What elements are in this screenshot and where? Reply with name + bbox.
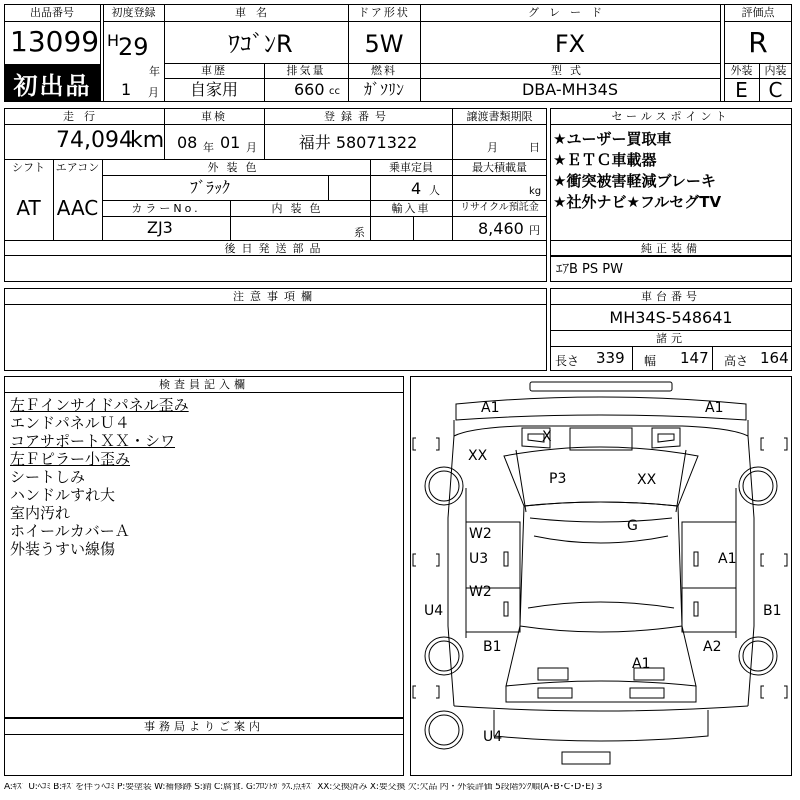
import-label: 輸入車 <box>391 202 431 215</box>
car-name-label: 車名 <box>235 6 277 19</box>
interior-color-unit: 系 <box>354 226 365 239</box>
damage-mark: W2 <box>469 584 492 600</box>
inspector-notes <box>10 396 400 558</box>
mileage: 74,094 <box>56 128 133 153</box>
length: 339 <box>596 349 625 367</box>
caution-label: 注意事項欄 <box>233 290 318 303</box>
damage-mark: A1 <box>481 400 500 416</box>
color-no-label: カラーNo. <box>131 202 201 215</box>
transfer-label: 譲渡書類期限 <box>466 110 533 123</box>
history: 自家用 <box>189 80 238 99</box>
inspection-label: 車検 <box>201 110 227 123</box>
displacement: 660 <box>294 80 325 99</box>
door-label: ドア形状 <box>358 6 410 19</box>
score: R <box>748 26 768 59</box>
width: 147 <box>680 349 709 367</box>
damage-mark: XX <box>637 472 657 488</box>
sales-point: ★ユーザー買取車 <box>553 130 672 148</box>
damage-mark: W2 <box>469 526 492 542</box>
inspector-note: 左Ｆピラー小歪み <box>10 450 131 468</box>
damage-mark: X <box>542 429 552 445</box>
registration-label: 初度登録 <box>111 6 156 19</box>
fuel-label: 燃料 <box>371 64 397 77</box>
plate-label: 登録番号 <box>324 110 392 123</box>
air-conditioner: AAC <box>56 196 99 220</box>
recycle-label: リサイクル預託金 <box>460 202 539 213</box>
lot-no: 13099 <box>10 25 100 58</box>
recycle-fee: 8,460 <box>478 219 524 238</box>
length-label: 長さ <box>555 354 580 368</box>
model-label: 型式 <box>551 64 589 77</box>
inspector-note: コアサポートＸＸ・シワ <box>10 432 176 450</box>
lot-no-label: 出品番号 <box>30 6 74 19</box>
inspector-note: ハンドルすれ大 <box>10 486 116 504</box>
displacement-label: 排気量 <box>286 64 326 77</box>
exterior-grade: E <box>735 78 748 102</box>
mileage-unit: km <box>130 128 165 153</box>
equipment-list: ｴｱB PS PW <box>556 262 623 277</box>
score-label: 評価点 <box>741 6 775 19</box>
fuel: ｶﾞｿﾘﾝ <box>363 80 404 99</box>
inspector-note: エンドパネルＵ４ <box>10 414 130 432</box>
sales-points-list <box>553 129 789 213</box>
mileage-label: 走行 <box>63 110 105 123</box>
car-name: ﾜｺﾞﾝR <box>228 30 293 58</box>
load-unit: kg <box>529 186 542 197</box>
sales-point: ★衝突被害軽減ブレーキ <box>553 172 716 190</box>
load-label: 最大積載量 <box>472 161 527 174</box>
car-outline <box>410 376 792 776</box>
damage-mark: XX <box>468 448 488 464</box>
damage-mark: U4 <box>483 729 503 745</box>
chassis-label: 車台番号 <box>641 290 701 303</box>
registration-year: 29 <box>118 33 149 61</box>
ac-label: エアコン <box>55 161 100 174</box>
year-unit: 年 <box>149 65 160 78</box>
damage-mark: B1 <box>763 603 782 619</box>
sales-point: ★社外ナビ★フルセグTV <box>553 193 722 211</box>
shift: AT <box>16 196 41 220</box>
damage-mark: A1 <box>632 656 651 672</box>
first-listing-badge: 初出品 <box>5 65 100 101</box>
grade-label: グレード <box>528 6 612 19</box>
damage-mark: A1 <box>705 400 724 416</box>
inspector-note: 室内汚れ <box>10 504 71 522</box>
office-label: 事務局よりご案内 <box>144 720 264 733</box>
damage-mark: P3 <box>549 471 567 487</box>
inspector-note: シートしみ <box>10 468 86 486</box>
inspection-month-unit: 月 <box>246 141 257 154</box>
month-unit: 月 <box>148 86 159 99</box>
sales-point: ★ＥＴＣ車載器 <box>553 151 657 169</box>
sales-points-label: セールスポイント <box>611 110 731 123</box>
history-label: 車歴 <box>201 64 227 77</box>
recycle-unit: 円 <box>529 224 540 237</box>
interior-grade: C <box>768 78 783 102</box>
dims-label: 諸元 <box>656 332 686 345</box>
later-parts-box <box>4 256 547 282</box>
exterior-color: ﾌﾞﾗｯｸ <box>190 178 231 197</box>
model: DBA-MH34S <box>521 80 618 99</box>
capacity-unit: 人 <box>429 184 440 197</box>
transfer-day-unit: 日 <box>529 141 540 154</box>
inspector-note: 左Ｆインサイドパネル歪み <box>10 396 189 414</box>
interior-color-label: 内装色 <box>271 202 329 215</box>
grade: FX <box>554 30 586 58</box>
door-type: 5W <box>364 30 404 58</box>
color-label: 外装色 <box>207 161 265 174</box>
interior-label: 内装 <box>764 64 787 77</box>
registration-month: 1 <box>121 80 132 99</box>
inspection-year: 08 <box>177 133 198 152</box>
inspection-month: 01 <box>220 133 241 152</box>
color-number: ZJ3 <box>147 218 173 237</box>
legend-footer: A:ｷｽﾞ U:ﾍｺﾐ B:ｷｽﾞを伴うﾍｺﾐ P:要塗装 W:補修跡 S:錆 C:腐食. G:ﾌﾛﾝﾄｶﾞﾗｽ.点ｷｽﾞ XX:交換済み X:要交換 欠:欠品 内・外装評価 5段階ﾗﾝｸ順(A･B･C･D･E) 3 <box>4 783 603 792</box>
inspector-note: 外装うすい線傷 <box>10 540 116 558</box>
damage-mark: U4 <box>424 603 444 619</box>
era: H <box>107 31 120 50</box>
damage-mark: A1 <box>718 551 737 567</box>
capacity-label: 乗車定員 <box>389 161 433 174</box>
exterior-label: 外装 <box>730 64 753 77</box>
plate-number: 福井 58071322 <box>298 133 418 152</box>
damage-mark: U3 <box>469 551 489 567</box>
height: 164 <box>760 349 789 367</box>
inspector-label: 検査員記入欄 <box>159 378 249 391</box>
height-label: 高さ <box>724 354 749 368</box>
chassis-number: MH34S-548641 <box>609 308 733 327</box>
inspection-year-unit: 年 <box>203 141 214 154</box>
damage-mark: A2 <box>703 639 722 655</box>
inspector-note: ホイールカバーＡ <box>10 522 130 540</box>
width-label: 幅 <box>644 354 657 368</box>
displacement-unit: cc <box>329 86 340 97</box>
equipment-label: 純正装備 <box>641 242 701 255</box>
transfer-month-unit: 月 <box>487 141 498 154</box>
damage-mark: B1 <box>483 639 502 655</box>
later-parts-label: 後日発送部品 <box>224 242 327 255</box>
capacity: 4 <box>411 179 422 198</box>
shift-label: シフト <box>12 161 45 174</box>
damage-mark: G <box>627 518 638 534</box>
